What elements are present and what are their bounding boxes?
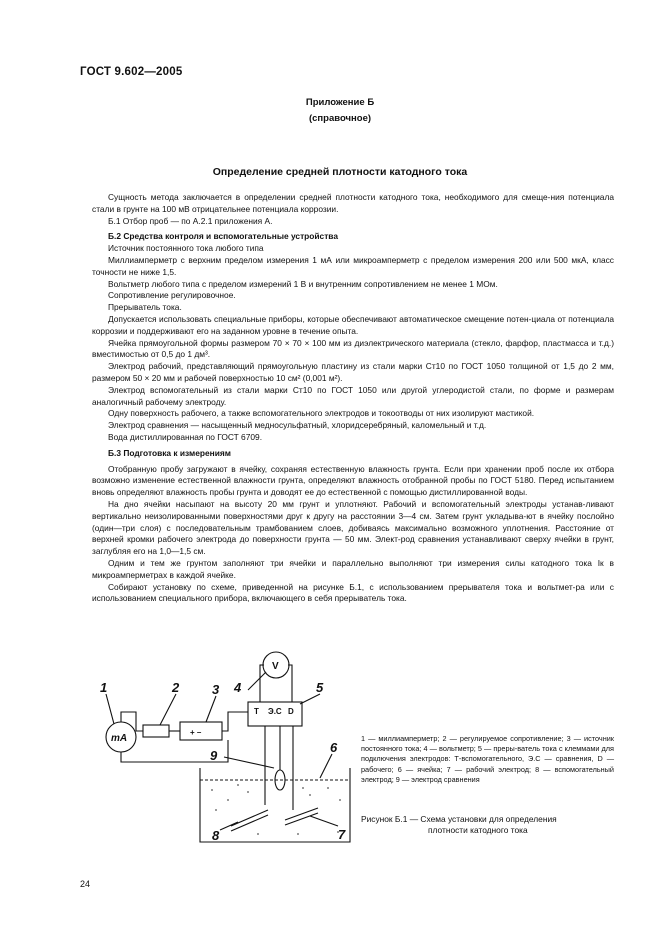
caption-line-2: плотности катодного тока [428, 825, 528, 835]
working-electrode [285, 808, 318, 820]
paragraph: Сущность метода заключается в определении средней плотности катодного тока, необходимого для смеще-ния потенциала стали в грунте на 100 мВ отрицательнее потенциала коррозии. [92, 192, 614, 214]
annex-kind: (справочное) [308, 113, 372, 124]
annex-label: Приложение Б [305, 97, 375, 108]
section-heading: Б.2 Средства контроля и вспомогательные устройства [108, 231, 339, 242]
callout-9: 9 [210, 748, 218, 763]
paragraph: Прерыватель тока. [108, 302, 182, 313]
paragraph: Ячейка прямоугольной формы размером 70 × 70 × 100 мм из диэлектрического материала (стекло, фарфор, пластмасса и т.д.) вместимостью от 0,5 до 1 дм³. [92, 337, 614, 360]
ammeter-label: mA [111, 733, 128, 744]
figure-caption [361, 814, 614, 836]
terminal-t: T [254, 707, 259, 716]
paragraph: Вода дистиллированная по ГОСТ 6709. [108, 431, 263, 442]
callout-8: 8 [212, 828, 220, 843]
paragraph: Б.1 Отбор проб — по А.2.1 приложения А. [108, 215, 273, 226]
body-text [92, 192, 614, 605]
paragraph: Электрод вспомогательный из стали марки Ст10 по ГОСТ 1050 или другой углеродистой стали, по форме и размерам аналогичный рабочему электроду. [92, 384, 614, 407]
voltmeter-label: V [272, 661, 279, 672]
paragraph: Источник постоянного тока любого типа [108, 243, 264, 254]
paragraph: Отобранную пробу загружают в ячейку, сохраняя естественную влажность грунта. Если при хранении проб после их отбора возможно изменение естественной влажности грунта, определяют влажность отобранной пробы по ГОСТ 5180. Перед испытанием вновь определяют влажность пробы грунта и доводят ее до естественной с помощью дистиллированной воды. [92, 463, 614, 498]
page-number: 24 [80, 879, 91, 889]
terminal-d: D [288, 707, 294, 716]
callout-6: 6 [330, 740, 338, 755]
paragraph: Одним и тем же грунтом заполняют три ячейки и параллельно выполняют три измерения силы катодного тока Iк в микроамперметрах в каждой ячейке. [92, 557, 614, 580]
auxiliary-electrode [231, 810, 268, 826]
figure-legend: 1 — миллиамперметр; 2 — регулируемое сопротивление; 3 — источник постоянного тока; 4 — вольтметр; 5 — преры-ватель тока с клеммами для подключения электродов: Т-вспомогательного, Э.С — сравнения, D — рабочего; 6 — ячейка; 7 — рабочий электрод; 8 — вспомогательный электрод; 9 — электрод сравнения [361, 734, 614, 784]
paragraph: На дно ячейки насыпают на высоту 20 мм грунт и уплотняют. Рабочий и вспомогательный электроды устанав-ливают вертикально неизолированными поверхностями друг к другу на расстоянии 3—4 см. Затем грунт укладыва-ют в ячейку послойно (один—три слоя) с последовательным трамбованием слоев, добиваясь максимально возможного уплотнения. Расстояние от верхней кромки рабочего электрода до поверхности грунта — 50 мм. Элект-род сравнения устанавливают сверху ячейки в грунт, заглубляя его на 1,0—1,5 см. [92, 498, 614, 557]
installation-diagram [88, 650, 358, 845]
paragraph: Сопротивление регулировочное. [108, 290, 236, 301]
terminal-es: Э.С [268, 707, 282, 716]
paragraph: Электрод рабочий, представляющий прямоугольную пластину из стали марки Ст10 по ГОСТ 1050 толщиной от 1,5 до 2 мм, размером 50 × 20 мм и рабочей поверхностью 10 см² (0,001 м²). [92, 361, 614, 383]
section-title: Определение средней плотности катодного тока [212, 166, 468, 178]
paragraph: Миллиамперметр с верхним пределом измерения 1 мА или микроамперметр с пределом измерения 200 или 500 мкА, класс точности не ниже 1,5. [92, 254, 614, 277]
callout-7: 7 [338, 827, 346, 842]
paragraph: Вольтметр любого типа с пределом измерений 1 В и внутренним сопротивлением не менее 1 МОм. [108, 278, 498, 289]
paragraph: Электрод сравнения — насыщенный медносульфатный, хлоридсеребряный, каломельный и т.д. [108, 420, 487, 431]
source-polarity: + – [190, 728, 202, 737]
resistor-symbol [143, 725, 169, 737]
callout-5: 5 [316, 680, 324, 695]
paragraph: Допускается использовать специальные приборы, которые обеспечивают автоматическое смещение потен-циала от потенциала коррозии и поддерживают его на заданном уровне в течение опыта. [92, 313, 614, 336]
callout-2: 2 [172, 680, 180, 695]
paragraph: Собирают установку по схеме, приведенной на рисунке Б.1, с использованием прерывателя тока и вольтмет-ра или с использованием специального прибора, включающего в себя прерыватель тока. [92, 581, 614, 604]
caption-line-1: Рисунок Б.1 — Схема установки для определения [361, 814, 557, 824]
paragraph: Одну поверхность рабочего, а также вспомогательного электродов и токоотводы от них изолируют мастикой. [108, 408, 535, 419]
standard-header: ГОСТ 9.602—2005 [80, 66, 183, 78]
callout-4: 4 [234, 680, 242, 695]
callout-3: 3 [212, 682, 220, 697]
section-heading: Б.3 Подготовка к измерениям [108, 447, 231, 458]
callout-1: 1 [100, 680, 108, 695]
